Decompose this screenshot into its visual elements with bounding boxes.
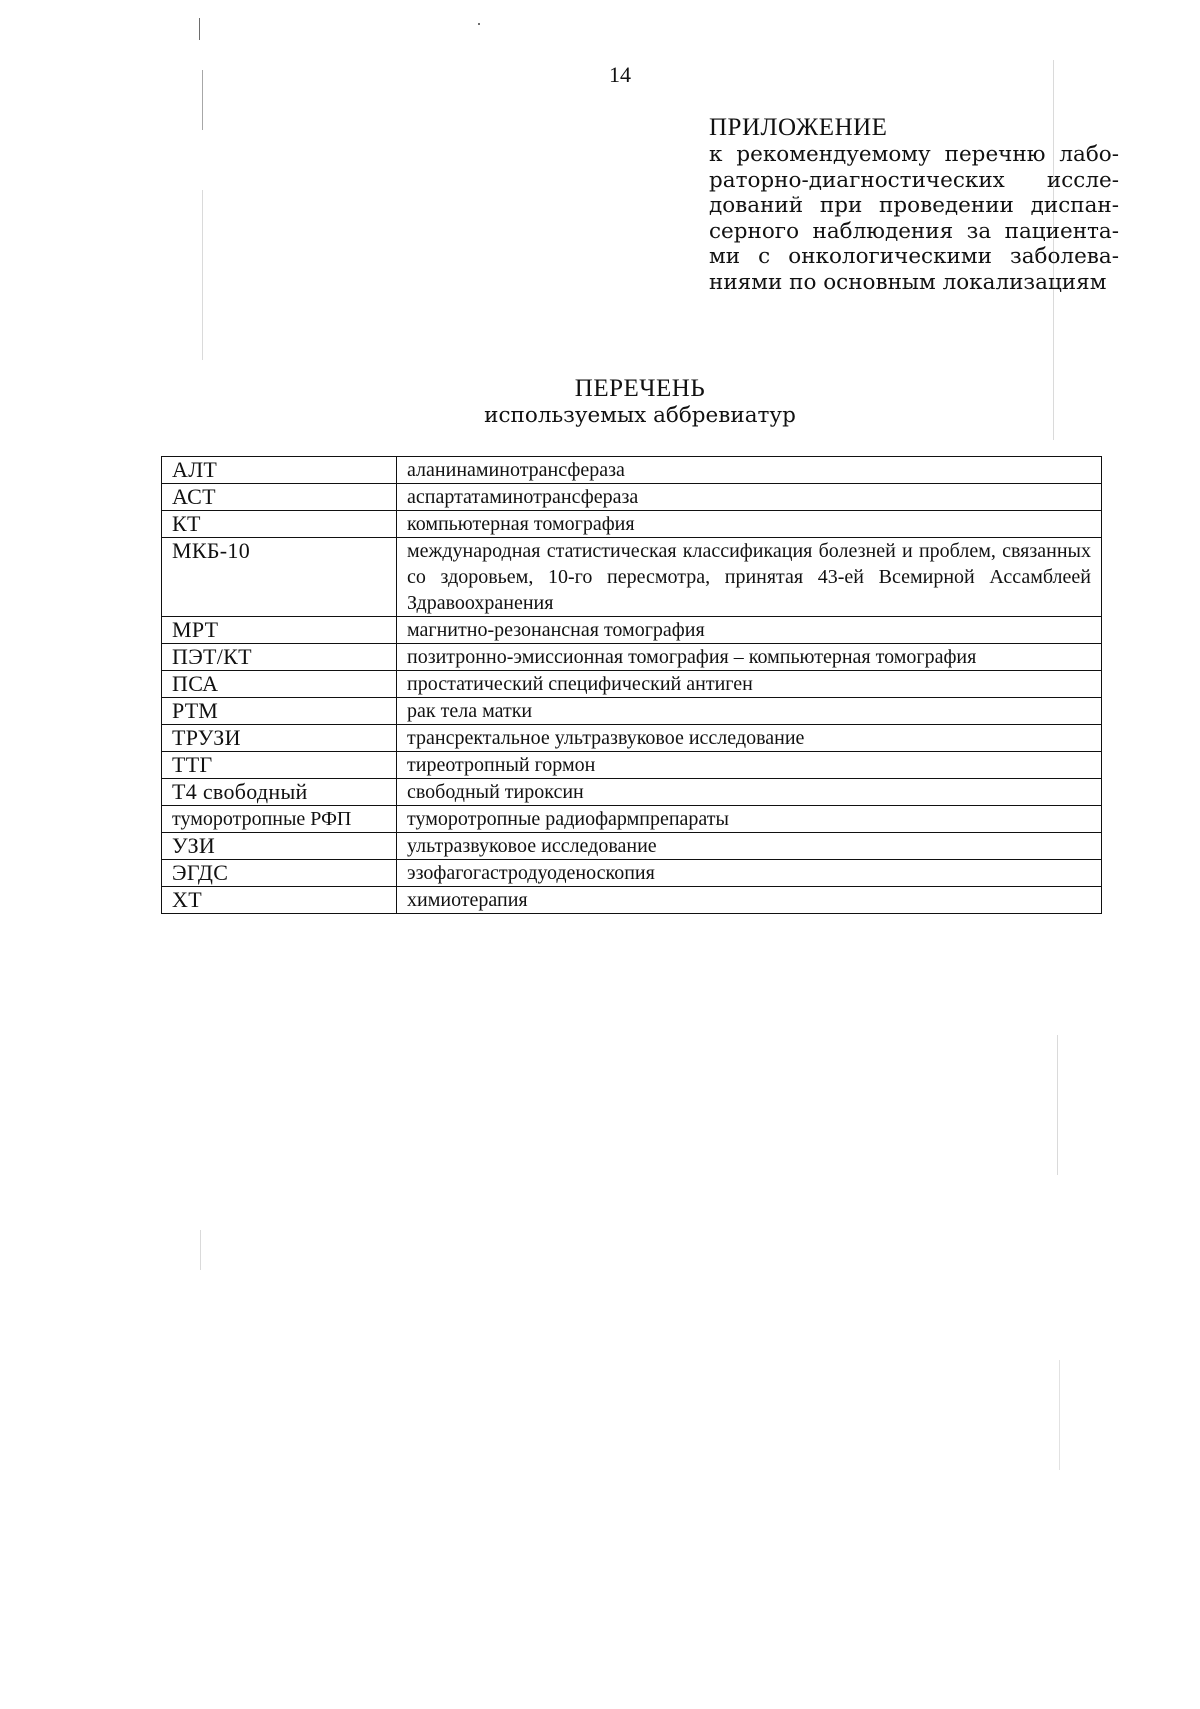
abbreviation-cell: КТ	[162, 511, 397, 538]
scan-artifact-left-edge	[202, 190, 203, 360]
meaning-cell: компьютерная томография	[397, 511, 1102, 538]
meaning-cell: тиреотропный гормон	[397, 752, 1102, 779]
scan-artifact-left-edge	[202, 70, 203, 130]
meaning-cell: эзофагогастродуоденоскопия	[397, 860, 1102, 887]
table-row	[162, 887, 1102, 914]
abbreviation-cell: ЭГДС	[162, 860, 397, 887]
table-row	[162, 725, 1102, 752]
abbreviation-cell: АЛТ	[162, 457, 397, 484]
abbreviations-table	[161, 456, 1102, 914]
table-row	[162, 752, 1102, 779]
meaning-cell: трансректальное ультразвуковое исследование	[397, 725, 1102, 752]
abbreviation-cell: ТТГ	[162, 752, 397, 779]
abbreviation-cell: ТРУЗИ	[162, 725, 397, 752]
table-row	[162, 538, 1102, 617]
table-row	[162, 511, 1102, 538]
table-row	[162, 644, 1102, 671]
page-number: 14	[609, 62, 631, 87]
abbreviation-cell: ПЭТ/КТ	[162, 644, 397, 671]
abbreviation-cell: РТМ	[162, 698, 397, 725]
meaning-cell: ультразвуковое исследование	[397, 833, 1102, 860]
meaning-cell: рак тела матки	[397, 698, 1102, 725]
meaning-cell: международная статистическая классификация болезней и проблем, связанных со здоровьем, 10-го пересмотра, принятая 43-ей Всемирной Ассамблеей Здравоохранения	[397, 538, 1102, 617]
abbreviation-cell: ХТ	[162, 887, 397, 914]
abbreviation-cell: туморотропные РФП	[162, 806, 397, 833]
scan-artifact-left-edge	[199, 18, 200, 40]
meaning-cell: свободный тироксин	[397, 779, 1102, 806]
meaning-cell: простатический специфический антиген	[397, 671, 1102, 698]
appendix-block	[709, 114, 1119, 295]
scan-artifact-right-edge	[1059, 1360, 1060, 1470]
table-row	[162, 617, 1102, 644]
abbreviation-cell: УЗИ	[162, 833, 397, 860]
list-subtitle: используемых аббревиатур	[484, 403, 796, 428]
table-row	[162, 860, 1102, 887]
table-row	[162, 484, 1102, 511]
table-row	[162, 779, 1102, 806]
appendix-title: ПРИЛОЖЕНИЕ	[709, 114, 888, 141]
table-row	[162, 833, 1102, 860]
table-row	[162, 698, 1102, 725]
scan-artifact-right-edge	[1057, 1035, 1058, 1175]
abbreviation-cell: Т4 свободный	[162, 779, 397, 806]
table-row	[162, 671, 1102, 698]
abbreviation-cell: МКБ-10	[162, 538, 397, 617]
table-row	[162, 806, 1102, 833]
meaning-cell: аспартатаминотрансфераза	[397, 484, 1102, 511]
appendix-text: к рекомендуемому перечню лабораторно-диагностических исследований при проведении диспансерного наблюдения за пациентами с онкологическими заболеваниями по основным локализациям	[709, 142, 1119, 295]
meaning-cell: аланинаминотрансфераза	[397, 457, 1102, 484]
list-heading	[420, 375, 860, 429]
meaning-cell: магнитно-резонансная томография	[397, 617, 1102, 644]
meaning-cell: позитронно-эмиссионная томография – компьютерная томография	[397, 644, 1102, 671]
abbreviation-cell: МРТ	[162, 617, 397, 644]
scan-artifact-left-edge	[200, 1230, 201, 1270]
meaning-cell: туморотропные радиофармпрепараты	[397, 806, 1102, 833]
abbreviation-cell: АСТ	[162, 484, 397, 511]
meaning-cell: химиотерапия	[397, 887, 1102, 914]
scan-artifact-top-dot	[478, 23, 480, 25]
abbreviation-cell: ПСА	[162, 671, 397, 698]
list-title: ПЕРЕЧЕНЬ	[574, 375, 706, 402]
table-row	[162, 457, 1102, 484]
